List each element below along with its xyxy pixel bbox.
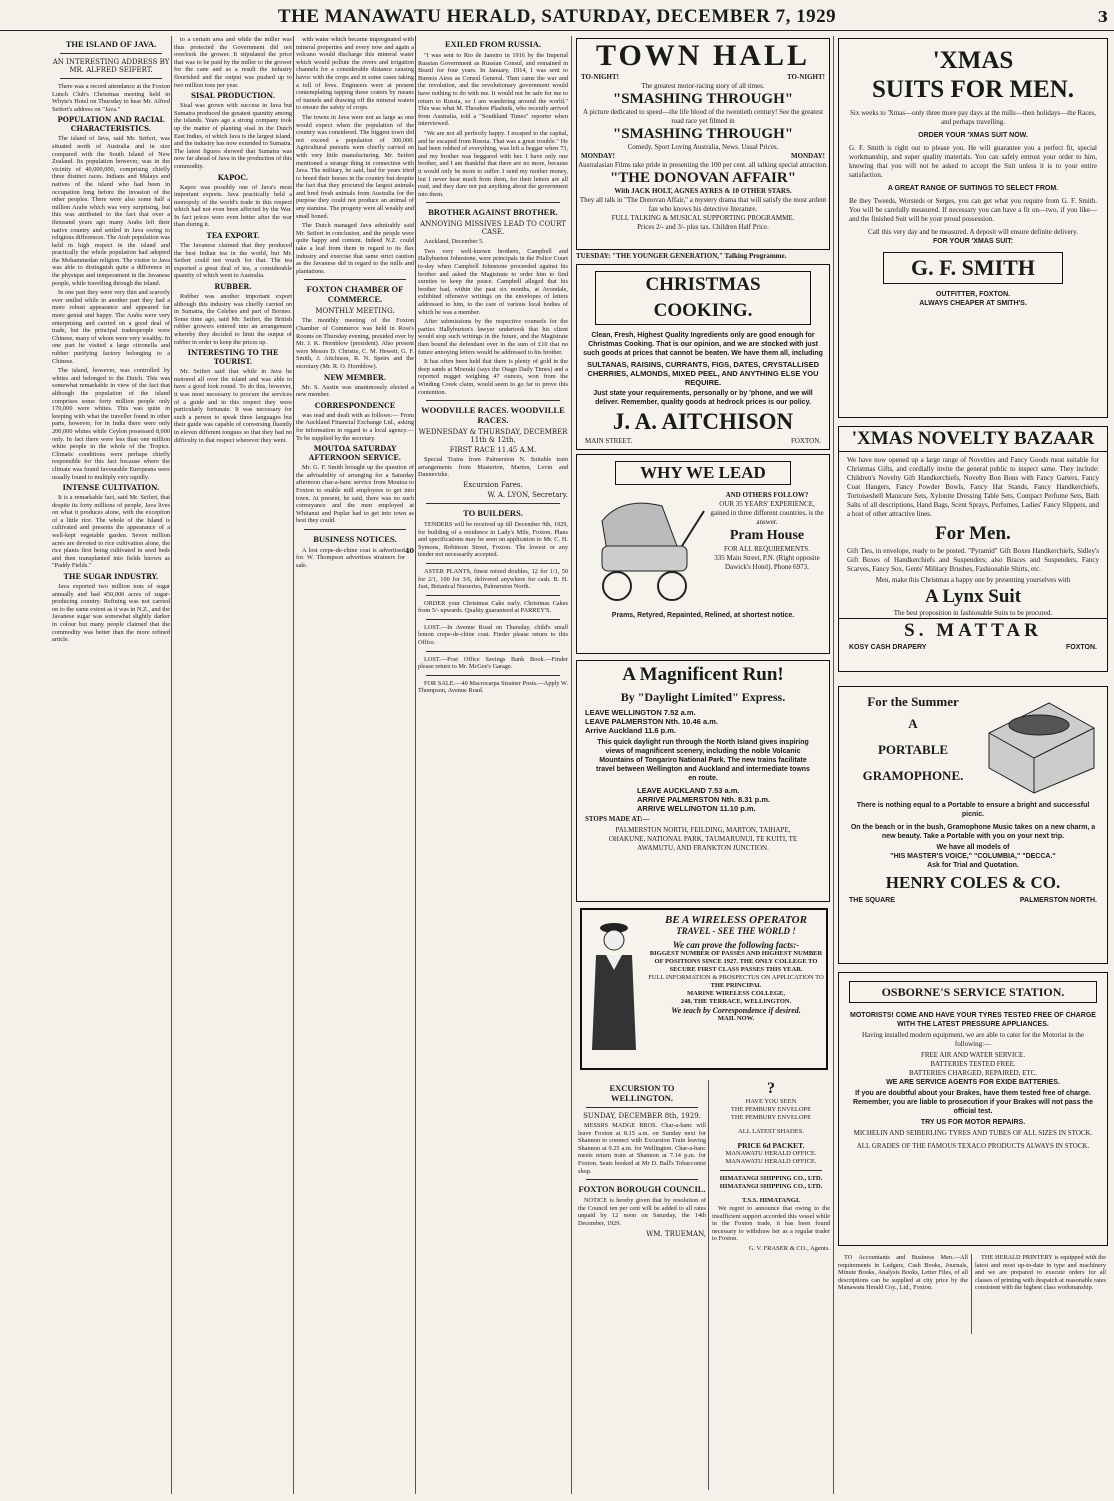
ad-town-hall	[576, 38, 830, 250]
gramophone-icon	[979, 693, 1099, 799]
paragraph: TENDERS will be received up till December 9th, 1929, for building of a residence in Lady's Mile, Foxton. Plans and specifications may be seen on application to Mr. C. H. Symons, Robinson Street, Foxton. The lowest or any tender not necessarily accepted.	[418, 520, 568, 559]
tonight-label: TO-NIGHT!	[787, 73, 825, 81]
excursion-date: SUNDAY, DECEMBER 8th, 1929.	[583, 1112, 701, 1120]
smith-order: ORDER YOUR 'XMAS SUIT NOW.	[918, 132, 1028, 139]
aitchison-name: J. A. AITCHISON	[612, 409, 794, 434]
stops-label: STOPS MADE AT:—	[585, 815, 650, 823]
ad-text: A picture dedicated to speed—the life blood of the twentieth century! See the greatest road race yet filmed in	[582, 108, 824, 125]
ad-pram-house	[576, 454, 830, 654]
races-fares: Excursion Fares.	[463, 480, 523, 489]
for-men-title: For Men.	[935, 523, 1011, 544]
chamber-subtitle: MONTHLY MEETING.	[315, 307, 395, 316]
paragraph: There was a record attendance at the Foxton Lunch Club's Christmas meeting held in Whyte's Hotel on Thursday to hear Mr. Alfred Seifert's address on "Java."	[52, 83, 170, 113]
paragraph: "We are not all perfectly happy. I escaped to the capital, and he escaped from Russia. That was a great trouble." He had been robbed of everything, was left a beggar when 73, and my brother was beggared with her. I have only one brother, and I am thankful that there are no more, because it would only be more to suffer. I send my mother money, but I never hear much from them, for their letters are all read, and they dare not put anything about the government into them.	[418, 129, 568, 198]
classified-cakes: ORDER your Christmas Cake early. Christmas Cakes from 5/- upwards. Quality guaranteed at PARREY'S.	[418, 599, 568, 615]
smith-always: ALWAYS CHEAPER AT SMITH'S.	[919, 300, 1027, 307]
paragraph: Java exported two million tons of sugar annually and had 450,000 acres of sugar-producing country. Refining was not carried on to the same extent as it was in N.Z., and the Javanese sugar was somewhat slightly darker in colour but many people claimed that the commodity was better than the more refined article.	[52, 583, 170, 644]
address-row	[577, 437, 829, 446]
monday-row	[577, 152, 829, 161]
service-line: BATTERIES TESTED FREE.	[930, 1060, 1016, 1068]
races-first-race: FIRST RACE 11.45 A.M.	[449, 446, 537, 455]
shipping-co: HIMATANGI SHIPPING CO., LTD.	[719, 1183, 823, 1190]
town-hall-title: TOWN HALL	[596, 39, 810, 72]
envelope-office: MANAWATU HERALD OFFICE.	[725, 1158, 817, 1165]
ad-text: We have now opened up a large range of Novelties and Fancy Goods most suitable for Christmas Gifts, and cordially invite the general public to inspect same. They include: Children's Novelty Gift Handkerchiefs, Novelty Bon Bons with Fancy Garters, Fancy Coat Hangers, Fancy Powder Bowls, Fancy Hat Stands, Fancy Handkerchiefs, Tortoiseshell Manicure Sets, Xylonite Dressing Table Sets, Compact Perfume Sets, Bath Salts of all descriptions, Hand Bags, Scent Sprays, Perfumes, Ladies' Fancy Slippers, and a host of other attractive lines.	[847, 456, 1099, 518]
envelope-line: THE PEMBURY ENVELOPE	[730, 1114, 812, 1121]
excursion-title: EXCURSION TO WELLINGTON.	[609, 1083, 675, 1103]
pram-title: WHY WE LEAD	[640, 463, 766, 482]
osborne-title-box	[849, 981, 1097, 1003]
smith-name: G. F. SMITH	[911, 255, 1035, 280]
gram-text: PORTABLE	[877, 742, 949, 757]
ad-text: Six weeks to 'Xmas—only three more pay days at the mills—then holidays—the Races, and perhaps travelling.	[849, 109, 1097, 126]
film-title: "THE DONOVAN AFFAIR"	[609, 170, 797, 186]
pram-body	[577, 491, 829, 611]
paragraph: THE HERALD PRINTERY is equipped with the latest and most up-to-date in type and machinery and we are prepared to execute orders for all classes of printing with despatch at reasonable rates consistent with the highest class workmanship.	[975, 1254, 1106, 1292]
operator-illustration	[582, 910, 646, 1060]
envelope-price: PRICE 6d PACKET.	[737, 1141, 805, 1150]
column-rule	[833, 36, 834, 1494]
coles-name: HENRY COLES & CO.	[885, 873, 1061, 892]
ad-text: They all talk in "The Donovan Affair," a mystery drama that will satisfy the most ardent fan who knows his detective literature.	[579, 196, 827, 213]
paragraph: The monthly meeting of the Foxton Chamber of Commerce was held in Ross's Rooms on Thursday evening, presided over by Mr. J. K. Hornblow (president). Also present were Messrs D. Christie, C. M. Hewett, G. F. Smith, J. Aitchison, R. N. Speirs and the secretary (Mr. R. O. Hornblow).	[296, 317, 414, 370]
coles-town: PALMERSTON NORTH.	[1019, 897, 1097, 904]
business-notices	[296, 547, 414, 572]
paragraph: The Javanese claimed that they produced the best Indian tea in the world, but Mr. Seifert could not vouch for that. The tea exported a great deal of tea, a considerable quantity of which went to Australia.	[174, 242, 292, 280]
ad-text: FULL TALKING & MUSICAL SUPPORTING PROGRAMME.	[611, 214, 795, 222]
ad-text: Gift Ties, in envelope, ready to be posted. "Pyramid" Gift Boxes Handkerchiefs, Sidley's Gift Boxes of Handkerchiefs and Suspenders; also Braces and Suspenders, Fancy Scarves, Fancy Sox, Gents' Military Brushes, Fashionable Shirts, etc.	[847, 547, 1099, 573]
osborne-title: OSBORNE'S SERVICE STATION.	[881, 985, 1065, 999]
smith-title: 'XMAS	[932, 47, 1014, 74]
divider	[720, 1170, 822, 1171]
article-subtitle: AN INTERESTING ADDRESS BY MR. ALFRED SEIFERT.	[52, 58, 170, 74]
ad-prices: Prices 2/- and 3/- plus tax. Children Half Price.	[637, 223, 769, 231]
column-rule	[171, 36, 172, 1494]
wireless-address: 248, THE TERRACE, WELLINGTON.	[680, 998, 792, 1005]
pram-icon	[582, 491, 710, 611]
divider	[426, 595, 560, 596]
masthead	[0, 4, 1114, 31]
paragraph: The island of Java, said Mr. Seifert, was situated north of Australia and in size compared with the South Island of New Zealand. Its population however, was in the vicinity of 40,000,000, comprising chiefly three distinct races. Indians and Malays and natives of the island who had been in occupation long before the invasion of the other peoples. There were also some half a million Arabs which was very surprising, but this was attributed to the fact that over a thousand years ago many Arabs left their native country and settled in Java owing to religious differences. The Arab population was held in high respect in the island and practically the whole population had adopted the Mohammedan religion. The visitor to Java was able to distinguish quite a difference in the physique and temperament in the Javanese people, while travelling through the island.	[52, 135, 170, 287]
ad-text: FOR ALL REQUIREMENTS.	[724, 545, 810, 553]
borough-signature: WM. TRUEMAN,	[646, 1229, 706, 1238]
monday-label: MONDAY!	[791, 152, 825, 160]
ad-text: There is nothing equal to a Portable to ensure a bright and successful picnic.	[856, 802, 1090, 818]
departure-line: Arrive Auckland 11.6 p.m.	[585, 726, 677, 735]
divider	[586, 1179, 698, 1180]
paragraph: It is a remarkable fact, said Mr. Seifert, that despite its forty millions of people, Java lives on what it produces alone, with the exception of a little rice. The whole of the Island is cultivated and presents the appearance of a well-kept vegetable garden. Seven million acres are devoted to rice cultivation alone, the rice plants first being cultivated in seed beds and then transplanted into fields known as "Paddy Fields."	[52, 494, 170, 570]
mattar-town: FOXTON.	[1066, 644, 1097, 651]
cooking-title-box	[595, 271, 811, 325]
wireless-prove: We can prove the following facts:-	[672, 940, 800, 950]
paragraph: Mr. Seifert said that while in Java he motored all over the island and was able to have a good look round. To do this, however, it was most necessary to procure the services of a guide and in this respect they were particularly fortunate. It was necessary for such a person to speak three languages but their guide was capable of conversing fluently in eleven different tongues so that they had no difficulty in that respect wherever they went.	[174, 368, 292, 444]
gram-text: GRAMOPHONE.	[862, 768, 964, 783]
smith-title: SUITS FOR MEN.	[871, 76, 1075, 103]
envelope-line: ALL LATEST SHADES.	[738, 1128, 804, 1135]
wireless-text	[646, 910, 826, 1060]
pram-footer: Prams, Retyred, Repainted, Relined, at shortest notice.	[611, 612, 795, 619]
ad-gramophone	[838, 686, 1108, 964]
bazaar-title: 'XMAS NOVELTY BAZAAR	[839, 427, 1107, 452]
paragraph: In one part they were very thin and scarcely ever smiled while in another part they had a more robust appearance and appeared far more genial and happy. The Arabs were very enterprising and carried on a good deal of trade, but the principal tradespeople were Chinese, many of whom were very wealthy. In one part he visited a large citronella and rubber purifying factory belonging to a Chinese.	[52, 289, 170, 365]
notice-accountants	[838, 1254, 968, 1494]
ad-text: Just state your requirements, personally or by 'phone, and we will deliver. Remember, quality goods at hedrock prices is our policy.	[593, 390, 813, 406]
ad-text: AND OTHERS FOLLOW?	[725, 491, 809, 499]
shipping-co: HIMATANGI SHIPPING CO., LTD.	[719, 1175, 823, 1182]
masthead-title: THE MANAWATU HERALD, SATURDAY, DECEMBER 7, 1929	[277, 6, 837, 27]
pram-text	[710, 491, 824, 611]
ad-items: SULTANAS, RAISINS, CURRANTS, FIGS, DATES, CRYSTALLISED CHERRIES, ALMONDS, MIXED PEEL, AND ANYTHING ELSE YOU REQUIRE.	[586, 360, 820, 387]
smith-for: FOR YOUR 'XMAS SUIT:	[932, 238, 1014, 245]
builders-title: TO BUILDERS.	[463, 507, 523, 518]
wireless-teach: We teach by Correspondence if desired.	[671, 1006, 801, 1015]
wireless-college: MARINE WIRELESS COLLEGE,	[687, 990, 785, 997]
subheading: RUBBER.	[214, 282, 252, 292]
paragraph: to a certain area and while the miller was thus protected the Government did not overlook the grower. It stipulated the price that was to be paid by the miller to the grower for the cane and as a result the industry flourished and the output was pushed up to two million tons per year.	[174, 36, 292, 89]
paragraph: Mr. S. Austin was unanimously elected a new member.	[296, 383, 414, 399]
paragraph: We regret to announce that owing to the insufficient support accorded this vessel while in the Foxton trade, it has been found necessary to withdraw her as a regular trader to Foxton.	[712, 1205, 830, 1243]
divider	[426, 503, 560, 504]
return-line: LEAVE AUCKLAND 7.53 a.m.	[637, 786, 740, 795]
paragraph: "I was sent to Rio de Janeiro in 1916 by the Imperial Russian Government as Russian Consul, and remained in Brazil for four years. In January, 1914, I was sent to Buenos Aires as Consul General. Then came the war and the revolution, and the revolutionary government would have nothing to do with me. It would not be safe for me to return to Russia, so I am wandering around the world." This was what M. Theodore Plashnik, who recently arrived from Australia, told a "Southland Times" reporter when interviewed.	[418, 52, 568, 128]
service-line: BATTERIES CHARGED, REPAIRED, ETC.	[908, 1069, 1038, 1077]
article-title: THE ISLAND OF JAVA.	[65, 39, 157, 49]
ad-text: OUR 35 YEARS' EXPERIENCE, gained in three different countries, is the answer.	[710, 500, 824, 526]
town: FOXTON.	[790, 437, 821, 445]
ad-text: Clean, Fresh, Highest Quality Ingredients only are good enough for Christmas Cooking. That is our opinion, and we are stocked with just such goods at prices that cannot be beaten. We have them all, including	[583, 332, 823, 357]
service-line: ALL GRADES OF THE FAMOUS TEXACO PRODUCTS ALWAYS IN STOCK.	[856, 1142, 1090, 1150]
brother-title: BROTHER AGAINST BROTHER.	[428, 207, 558, 218]
tonight-label: TO-NIGHT!	[581, 73, 619, 81]
article-java	[52, 36, 170, 1494]
pram-illustration	[582, 491, 710, 611]
subheading: SISAL PRODUCTION.	[190, 91, 276, 101]
street: MAIN STREET.	[585, 437, 633, 445]
column-rule	[971, 1254, 972, 1334]
notices-right	[712, 1080, 830, 1490]
ad-novelty-bazaar	[838, 426, 1108, 672]
tonight-row	[577, 73, 829, 82]
paragraph: A lost crepe-de-chine coat is advertised for. W. Thompson advertises strainers for sale.	[296, 546, 405, 570]
classified-lost: LOST.—In Avenue Road on Thursday, child's small lemon crepe-de-chine coat. Finder please return to this Office.	[418, 623, 568, 647]
mattar-name: S. MATTAR	[839, 618, 1107, 643]
envelope-line: HAVE YOU SEEN	[745, 1098, 797, 1105]
ad-text: 335 Main Street, P.N. (Right opposite Dawick's Hotel). Phone 6973.	[714, 554, 820, 571]
ad-daylight-limited	[576, 660, 830, 902]
return-line: ARRIVE PALMERSTON Nth. 8.31 p.m.	[637, 795, 771, 804]
service-line: TRY US FOR MOTOR REPAIRS.	[920, 1119, 1026, 1126]
ad-text: The greatest motor-racing story of all times.	[641, 82, 765, 90]
paragraph: Rubber was another important export although this industry was chiefly carried on in Sumatra, the Celebes and part of Borneo. Some time ago, said Mr. Seifert, the British rubber growers entered into an arrangement whereby they decided to limit the output of rubber in order to keep the prices up.	[174, 293, 292, 346]
service-line: WE ARE SERVICE AGENTS FOR EXIDE BATTERIES.	[886, 1079, 1060, 1086]
divider	[586, 1107, 698, 1108]
divider	[426, 563, 560, 564]
divider	[426, 651, 560, 652]
ad-text: We have all models of	[936, 844, 1010, 851]
paragraph: Mr. G. F. Smith brought up the question of the advisability of arranging for a Saturday afternoon char-a-banc service from Moutoa to Foxton to enable mill employees to get into town. At present, he said, there was no such conveyance and the men employed at Whitanui and Poplar had to get into town as best they could.	[296, 464, 414, 525]
column-rule	[293, 36, 294, 1494]
wireless-prospectus: FULL INFORMATION & PROSPECTUS ON APPLICATION TO	[648, 974, 824, 981]
envelope-line: THE PEMBURY ENVELOPE	[730, 1106, 812, 1113]
classified-aster: ASTER PLANTS, finest mixed doubles, 12 for 1/1, 50 for 2/1, 100 for 3/6, delivered anywhere for cash. B. H. Just, Botanical Nurseries, Palmerston North.	[418, 567, 568, 591]
ad-text: G. F. Smith is right out to please you. He will guarantee you a perfect fit, special workmanship, and super quality materials. You can safely entrust your order to him, knowing that you will not be asked to accept the Suit unless it is to your entire satisfaction.	[849, 144, 1097, 179]
pram-title-box	[615, 461, 791, 485]
classified-for-sale: FOR SALE.—40 Macrocarpa Strainer Posts.—Apply W. Thompson, Avenue Road.	[418, 679, 568, 695]
coles-row	[839, 896, 1107, 905]
column-rule	[571, 36, 572, 1494]
ad-text: This quick daylight run through the North Island gives inspiring views of magnificent scenery, including the noble Volcanic Mountains of Tongariro National Park. The new trains facilitate travel between Wellington and Auckland and intermediate towns en route.	[596, 739, 810, 782]
departures	[577, 705, 829, 738]
paragraph: TO Accountants and Business Men.—All requirements in Ledgers, Cash Books, Journals, Minute Books, Analysis Books, Letter Files, of all descriptions can be supplied at city price by the Manawatu Herald Coy., Ltd., Foxton.	[838, 1254, 968, 1292]
ad-osborne-service-station	[838, 972, 1108, 1246]
subheading: INTERESTING TO THE TOURIST.	[187, 348, 279, 367]
brother-subtitle: ANNOYING MISSIVES LEAD TO COURT CASE.	[420, 220, 566, 237]
question-mark: ?	[767, 1080, 775, 1097]
ad-text: Comedy, Sport Loving Australia, News. Usual Prices.	[627, 143, 779, 151]
notice-printery	[975, 1254, 1106, 1494]
coles-square: THE SQUARE	[849, 897, 895, 904]
article-java-continued	[174, 36, 292, 1494]
subheading: TEA EXPORT.	[206, 231, 260, 241]
paragraph: with water which became impregnated with mineral properties and every now and again a volcano would discharge this mineral water which would pollute the rivers and irrigation channels for a considerable distance causing havoc with the crops and in some cases taking a toll of lives. Engineers were at present contemplating tapping these craters by means of tunnels and drawing off the mineral waters to ensure the safety of crops.	[296, 36, 414, 112]
ad-text: MOTORISTS! COME AND HAVE YOUR TYRES TESTED FREE OF CHARGE WITH THE LATEST PRESSURE APPLIANCES.	[850, 1012, 1096, 1028]
ad-text: Men, make this Christmas a happy one by presenting yourselves with	[875, 576, 1071, 584]
smith-name-box	[883, 252, 1063, 284]
paragraph: It has often been held that there is plenty of gold in the deep sands at Moeraki (says the Otago Daily Times) and a reported nugget weighing 47 ounces, won from the Winding Creek claim, would seem to go far to prove this contention.	[418, 358, 568, 396]
paragraph: The Dutch managed Java admirably said Mr. Seifert in conclusion, and the people were quite happy and content. Indeed N.Z. could take a leaf from them in regard to its flax industry and exercise that same strict caution as the Javanese did in regard to the mills and plantations.	[296, 222, 414, 275]
return-times	[577, 783, 829, 813]
kosy-drapery: KOSY CASH DRAPERY	[849, 644, 927, 651]
ad-gf-smith	[838, 38, 1108, 418]
run-subtitle: By "Daylight Limited" Express.	[620, 690, 786, 704]
wireless-facts: BIGGEST NUMBER OF PASSES AND HIGHEST NUMBER OF POSITIONS SINCE 1927. THE ONLY COLLEGE TO SECURE FIRST CLASS PASSES THIS YEAR.	[649, 950, 823, 973]
chamber-title: FOXTON CHAMBER OF COMMERCE.	[306, 284, 404, 305]
return-line: ARRIVE WELLINGTON 11.10 p.m.	[637, 804, 756, 813]
paragraph: Two very well-known brothers, Campbell and Hallyburton Johnstone, were principals in the Police Court to-day when Campbell Johnstone proceeded against his brother and asked the Magistrate to order him to find sureties to keep the peace. Campbell alleged that his brother had, within the past six months, at Avondale, exhibited offensive writings on the envelopes of letters addressed to him, to the care of various local bodies of which he was a member.	[418, 247, 568, 316]
gram-text: A	[908, 716, 918, 731]
ad-text: Ask for Trial and Quotation.	[927, 862, 1019, 869]
pram-house-name: Pram House	[729, 528, 805, 543]
sailor-icon	[582, 910, 646, 1060]
service-line: FREE AIR AND WATER SERVICE.	[920, 1051, 1026, 1059]
divider	[304, 529, 406, 530]
tuesday-notice: TUESDAY: "THE YOUNGER GENERATION," Talking Programme.	[576, 252, 787, 260]
cooking-title: CHRISTMAS COOKING.	[645, 274, 761, 321]
run-title: A Magnificent Run!	[622, 664, 784, 685]
subheading: KAPOC.	[217, 172, 249, 182]
subheading: MOUTOA SATURDAY AFTERNOON SERVICE.	[308, 444, 402, 463]
paragraph: Auckland, December 5.	[424, 238, 484, 246]
page-number: 3	[1097, 8, 1108, 26]
races-title: WOODVILLE RACES. WOODVILLE RACES.	[421, 405, 565, 426]
film-stars: With JACK HOLT, AGNES AYRES & 10 OTHER STARS.	[614, 187, 792, 195]
divider	[426, 400, 560, 401]
article-java-end	[296, 36, 414, 1494]
shipping-agents: G. V. FRASER & CO., Agents.	[748, 1244, 830, 1252]
divider	[60, 53, 162, 54]
classified-lost-bankbook: LOST.—Post Office Savings Bank Book.—Finder please return to Mr. McGee's Garage.	[418, 655, 568, 671]
wireless-title: BE A WIRELESS OPERATOR	[665, 914, 807, 926]
ad-text: If you are doubtful about your Brakes, have them tested free of charge. Remember, you are liable to prosecution if your Brakes will not pass the official test.	[852, 1090, 1093, 1115]
film-title: "SMASHING THROUGH"	[612, 126, 794, 142]
races-dates: WEDNESDAY & THURSDAY, DECEMBER 11th & 12th.	[418, 428, 568, 445]
column-rule	[415, 36, 416, 1494]
borough-title: FOXTON BOROUGH COUNCIL.	[578, 1184, 706, 1195]
mattar-row	[839, 643, 1107, 652]
paragraph: The island, however, was controlled by whites and belonged to the Dutch. This was somewhat remarkable in view of the fact that although the population of the island comprises some forty million people only 170,000 were whites. This was quite in keeping with what the traveller found in other parts, however, for in India there were only 200,000 whites while Ceylon possessed 8,000 only. In fact there were less than one million white people in the whole of the Tropics. Climatic conditions were perhaps chiefly responsible for this fact because where the climate was found favourable Europeans were usually found to multiply very rapidly.	[52, 367, 170, 481]
wireless-principal: THE PRINCIPAL	[710, 982, 762, 989]
subheading: POPULATION AND RACIAL CHARACTERISTICS.	[57, 115, 165, 134]
wireless-subtitle: TRAVEL - SEE THE WORLD !	[676, 926, 796, 936]
ad-text: On the beach or in the bush, Gramophone Music takes on a new charm, a new beauty. Take a Portable with you on your next trip.	[850, 824, 1096, 840]
divider	[426, 619, 560, 620]
ad-christmas-cooking	[576, 264, 830, 450]
gram-headline	[847, 693, 979, 799]
paragraph: NOTICE is hereby given that by resolution of the Council ten per cent will be added to all rates unpaid by 12 noon on Saturday, the 14th December, 1929.	[578, 1197, 706, 1227]
monday-label: MONDAY!	[581, 152, 615, 160]
subheading: THE SUGAR INDUSTRY.	[63, 572, 159, 582]
ad-text: Call this very day and be measured. A deposit will ensure definite delivery.	[868, 228, 1078, 236]
divider	[426, 202, 560, 203]
envelope-office: MANAWATU HERALD OFFICE.	[725, 1150, 817, 1157]
tss-title: T.S.S. HIMATANGI.	[742, 1197, 800, 1204]
film-title: "SMASHING THROUGH"	[612, 91, 794, 107]
gram-text: For the Summer	[867, 694, 959, 709]
divider	[304, 279, 406, 280]
subheading: INTENSE CULTIVATION.	[62, 483, 160, 493]
divider	[426, 675, 560, 676]
paragraph: MESSRS MADGE BROS. Char-a-banc will leave Foxton at 8.15 a.m. on Sunday next for Shannon to connect with Excursion Train leaving Shannon at 9.25 a.m. for Wellington. Char-a-banc meets return train at Shannon at 7.14 p.m. for Foxton. Seats booked at Mr D. Ball's Tobacconist shop.	[578, 1122, 706, 1175]
subheading: NEW MEMBER.	[323, 372, 387, 382]
column-news	[418, 36, 568, 1494]
notice-number: 40	[404, 546, 414, 555]
gram-brands: "HIS MASTER'S VOICE," "COLUMBIA," "DECCA."	[890, 853, 1056, 860]
smith-outfitter: OUTFITTER, FOXTON.	[935, 291, 1011, 298]
wireless-mail: MAIL NOW.	[717, 1015, 755, 1022]
paragraph: Special Trains from Palmerston N. Suitable train arrangements from Masterton, Marton, Levin and Dannevirke.	[418, 456, 568, 479]
divider	[60, 78, 162, 79]
subheading: CORRESPONDENCE	[314, 400, 396, 410]
notices-left	[578, 1080, 706, 1490]
service-line: MICHELIN AND SEIBERLING TYRES AND TUBES OF ALL SIZES IN STOCK.	[853, 1129, 1093, 1137]
wireless-body	[582, 910, 826, 1060]
smith-range: A GREAT RANGE OF SUITINGS TO SELECT FROM.	[887, 185, 1059, 192]
ad-text: The best proposition in fashionable Suits to be procured.	[893, 609, 1053, 617]
ad-wireless-college	[580, 908, 828, 1070]
ad-text: Having installed modern equipment, we are able to cater for the Motorist in the following:—	[862, 1031, 1084, 1048]
business-notices-title: BUSINESS NOTICES.	[313, 533, 397, 544]
lynx-suit: A Lynx Suit	[924, 586, 1022, 607]
paragraph: was read and dealt with as follows:— From the Auckland Financial Exchange Ltd., asking for information in regard to a local agency.—To be supplied by the secretary.	[296, 411, 414, 442]
column-rule	[708, 1080, 709, 1490]
ad-text: Be they Tweeds, Worsteds or Serges, you can get what you require from G. F. Smith. You will be carefully measured. If necessary you can have a fit on—two, if you like—and the finished Suit will be your proud possession.	[849, 197, 1097, 223]
paragraph: After submissions by the respective counsels for the parties Hallyburton's lawyer undertook that his client would stop such writings in the future, and the Magistrate then bound the defendant over in the sum of £10 that no future annoying letters would be addressed to his brother.	[418, 318, 568, 356]
stops-list: PALMERSTON NORTH, FEILDING, MARTON, TAIHAPE, OHAKUNE, NATIONAL PARK, TAUMARUNUI, TE KUITI, TE AWAMUTU, AND FRANKTON JUNCTION.	[608, 826, 798, 852]
paragraph: The towns in Java were not as large as one would expect when the population of the country was considered. The biggest town did not exceed a population of 300,000. Agricultural pursuits were chiefly carried on with very little manufacturing. Mr. Seifert mentioned a strange thing in connection with Java. The military, he said, had for years tried to breed their horses in the country but despite the fact that they procured the largest animals and bred fresh animals from Australia for the purpose they could not produce an animal of any stamina. The progeny were all weakly and small boned.	[296, 113, 414, 220]
gram-top	[839, 687, 1107, 799]
races-secretary: W. A. LYON, Secretary.	[487, 490, 568, 499]
paragraph: Kapoc was possibly one of Java's most important exports. Java practically held a monopoly of the world's trade in this respect which had not even been affected by the War. In fact prices were even better after the war than during it.	[174, 183, 292, 229]
exiled-title: EXILED FROM RUSSIA.	[444, 39, 542, 49]
departure-line: LEAVE WELLINGTON 7.52 a.m.	[585, 708, 696, 717]
paragraph: Sisal was grown with success in Java but Sumatra produced the greatest quantity among the islands. Years ago a strong company took up the matter of planting sisal in the Dutch East Indies, of which Java is the largest island, and the industry has now extended to Sumatra. The latest figures showed that Sumatra was now far ahead of Java in the production of this commodity.	[174, 102, 292, 170]
departure-line: LEAVE PALMERSTON Nth. 10.46 a.m.	[585, 717, 718, 726]
ad-text: Australasian Films take pride in presenting the 100 per cent. all talking special attraction.	[578, 161, 828, 169]
